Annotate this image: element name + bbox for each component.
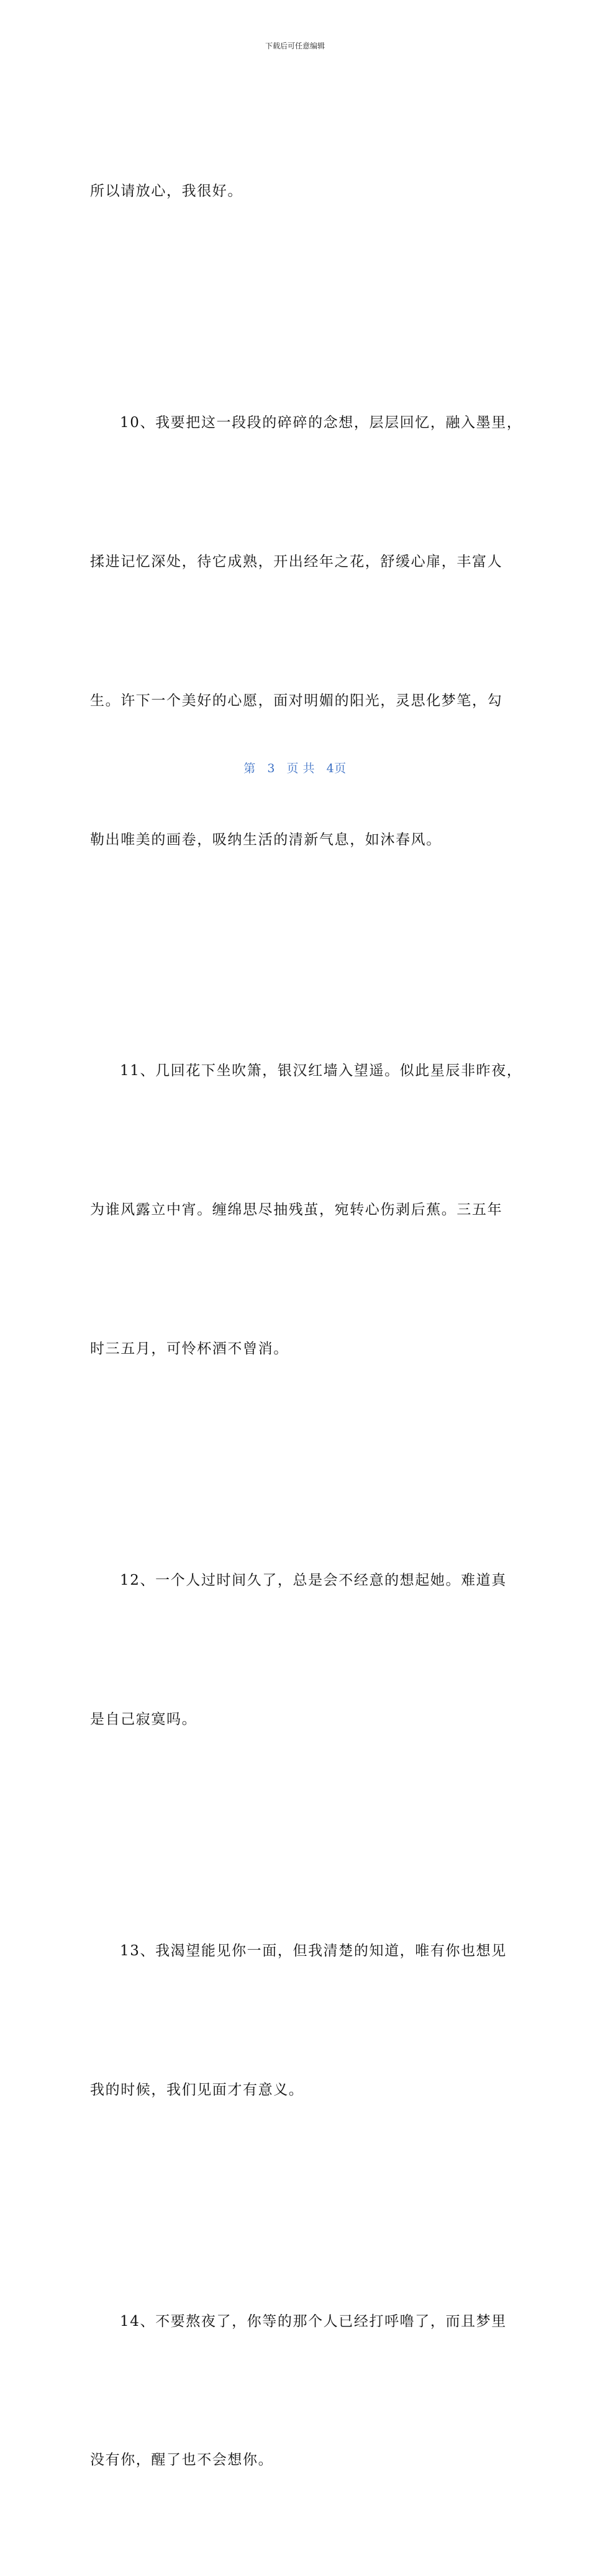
text-line: 我的时候，我们见面才有意义。 xyxy=(90,2081,304,2098)
paragraph-13 xyxy=(90,1835,507,2206)
text-line: 时三五月，可怜杯酒不曾消。 xyxy=(90,1341,289,1358)
paragraph-14 xyxy=(90,2205,507,2576)
paragraph-12 xyxy=(90,1465,507,1835)
text-line: 14、不要熬夜了，你等的那个人已经打呼噜了，而且梦里 xyxy=(120,2313,507,2330)
paragraph-10 xyxy=(90,307,522,955)
text-line: 13、我渴望能见你一面，但我清楚的知道，唯有你也想见 xyxy=(120,1942,507,1959)
page-footer xyxy=(0,761,590,776)
footer-total-pages: 4页 xyxy=(326,762,347,775)
footer-current-page: 3 xyxy=(267,762,275,775)
paragraph-0 xyxy=(90,76,503,307)
text-line: 为谁风露立中宵。缠绵思尽抽残茧，宛转心伤剥后蕉。三五年 xyxy=(90,1202,503,1218)
paragraph-11 xyxy=(90,955,522,1465)
text-line: 生。许下一个美好的心愿，面对明媚的阳光，灵思化梦笔，勾 xyxy=(90,692,503,709)
footer-prefix: 第 xyxy=(243,762,256,775)
text-line: 11、几回花下坐吹箫，银汉红墙入望遥。似此星辰非昨夜， xyxy=(120,1063,522,1079)
text-line: 所以请放心，我很好。 xyxy=(90,183,243,200)
body-text xyxy=(90,76,522,2576)
page-header: 下载后可任意编辑 xyxy=(265,42,325,50)
text-line: 10、我要把这一段段的碎碎的念想，层层回忆，融入墨里， xyxy=(120,415,522,431)
text-line: 是自己寂寞吗。 xyxy=(90,1711,197,1727)
footer-middle: 页 共 xyxy=(286,762,315,775)
text-line: 没有你，醒了也不会想你。 xyxy=(90,2452,274,2469)
text-line: 12、一个人过时间久了，总是会不经意的想起她。难道真 xyxy=(120,1572,507,1588)
text-line: 揉进记忆深处，待它成熟，开出经年之花，舒缓心扉，丰富人 xyxy=(90,553,503,570)
text-line: 勒出唯美的画卷，吸纳生活的清新气息，如沐春风。 xyxy=(90,831,442,848)
